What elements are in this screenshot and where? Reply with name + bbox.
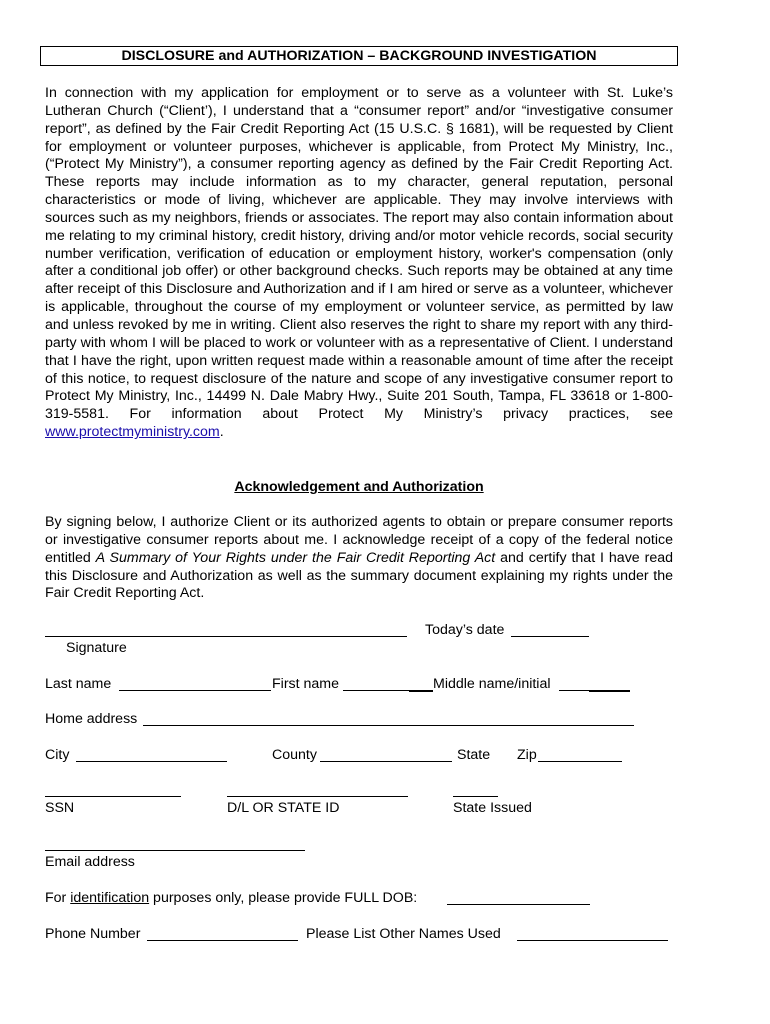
middle-name-field-extension: [589, 690, 630, 692]
state-issued-label: State Issued: [453, 800, 532, 816]
signature-label: Signature: [66, 640, 127, 656]
home-address-field[interactable]: [143, 725, 634, 726]
ack-text-1: By signing below, I authorize Client or its authorized agents to obtain or prepare consumer reports or investigative consumer reports about me. I acknowledge receipt of a copy of the federal notice entitled: [45, 514, 673, 566]
other-names-label: Please List Other Names Used: [306, 926, 501, 942]
middle-name-field[interactable]: [559, 690, 589, 691]
city-label: City: [45, 747, 70, 763]
todays-date-label: Today’s date: [425, 622, 505, 638]
county-field[interactable]: [320, 761, 452, 762]
disclosure-text: In connection with my application for employment or to serve as a volunteer with St. Luke’s Lutheran Church (“Client’), I understand that a “consumer report” and/or “investigative consumer report”, as defined by the Fair Credit Reporting Act (15 U.S.C. § 1681), will be requested by Client for employment or volunteer purposes, whichever is applicable, from Protect My Ministry, Inc., (“Protect My Ministry”), a consumer reporting agency as defined by the Fair Credit Reporting Act. These reports may include information as to my character, general reputation, personal characteristics or mode of living, whichever are applicable. They may involve interviews with sources such as my neighbors, friends or associates. The report may also contain information about me relating to my criminal history, credit history, driving and/or motor vehicle records, social security number verification, verification of education or employment history, worker's compensation (only after a conditional job offer) or other background checks. Such reports may be obtained at any time after receipt of this Disclosure and Authorization and if I am hired or serve as a volunteer, whichever is applicable, throughout the course of my employment or volunteer service, as permitted by law and unless revoked by me in writing. Client also reserves the right to share my report with any third-party with whom I will be placed to work or volunteer with as a representative of Client. I understand that I have the right, upon written request made within a reasonable amount of time after the receipt of this notice, to request disclosure of the nature and scope of any investigative consumer report to Protect My Ministry, Inc., 14499 N. Dale Mabry Hwy., Suite 201 South, Tampa, FL 33618 or 1-800-319-5581. For information about Protect My Ministry’s privacy practices, see: [45, 85, 673, 423]
email-field[interactable]: [45, 850, 305, 851]
last-name-field[interactable]: [119, 690, 271, 691]
home-address-label: Home address: [45, 711, 138, 727]
middle-name-label: Middle name/initial: [433, 676, 551, 692]
acknowledgement-paragraph: [45, 514, 673, 603]
ack-italic-title: A Summary of Your Rights under the Fair Credit Reporting Act: [95, 549, 496, 566]
disclosure-paragraph: [45, 85, 673, 442]
state-label: State: [457, 747, 491, 763]
first-name-field-extension: [409, 690, 433, 692]
zip-field[interactable]: [538, 761, 622, 762]
dob-label-identification: identification: [70, 890, 150, 906]
city-field[interactable]: [76, 761, 227, 762]
phone-field[interactable]: [147, 940, 298, 941]
last-name-label: Last name: [45, 676, 112, 692]
dob-label: [45, 889, 417, 907]
signature-line[interactable]: [45, 636, 407, 637]
first-name-label: First name: [272, 676, 340, 692]
todays-date-field[interactable]: [511, 636, 589, 637]
document-title: DISCLOSURE and AUTHORIZATION – BACKGROUND INVESTIGATION: [40, 46, 678, 66]
first-name-field[interactable]: [343, 690, 409, 691]
dl-field[interactable]: [227, 796, 408, 797]
disclosure-end: .: [219, 424, 224, 441]
phone-label: Phone Number: [45, 926, 141, 942]
dob-label-pre: For: [45, 890, 71, 906]
dl-label: D/L OR STATE ID: [227, 800, 340, 816]
state-issued-field[interactable]: [453, 796, 498, 797]
dob-field[interactable]: [447, 904, 590, 905]
ack-text-2: and certify that I have read this Disclosure and Authorization as well as the summary document explaining my rights under the Fair Credit Reporting Act.: [45, 549, 673, 602]
dob-label-post: purposes only, please provide FULL DOB:: [149, 890, 418, 906]
protect-my-ministry-link[interactable]: www.protectmyministry.com: [45, 424, 220, 441]
other-names-field[interactable]: [517, 940, 668, 941]
ssn-field[interactable]: [45, 796, 181, 797]
ssn-label: SSN: [45, 800, 75, 816]
zip-label: Zip: [517, 747, 537, 763]
county-label: County: [272, 747, 317, 763]
acknowledgement-heading: Acknowledgement and Authorization: [234, 479, 484, 495]
email-label: Email address: [45, 854, 135, 870]
